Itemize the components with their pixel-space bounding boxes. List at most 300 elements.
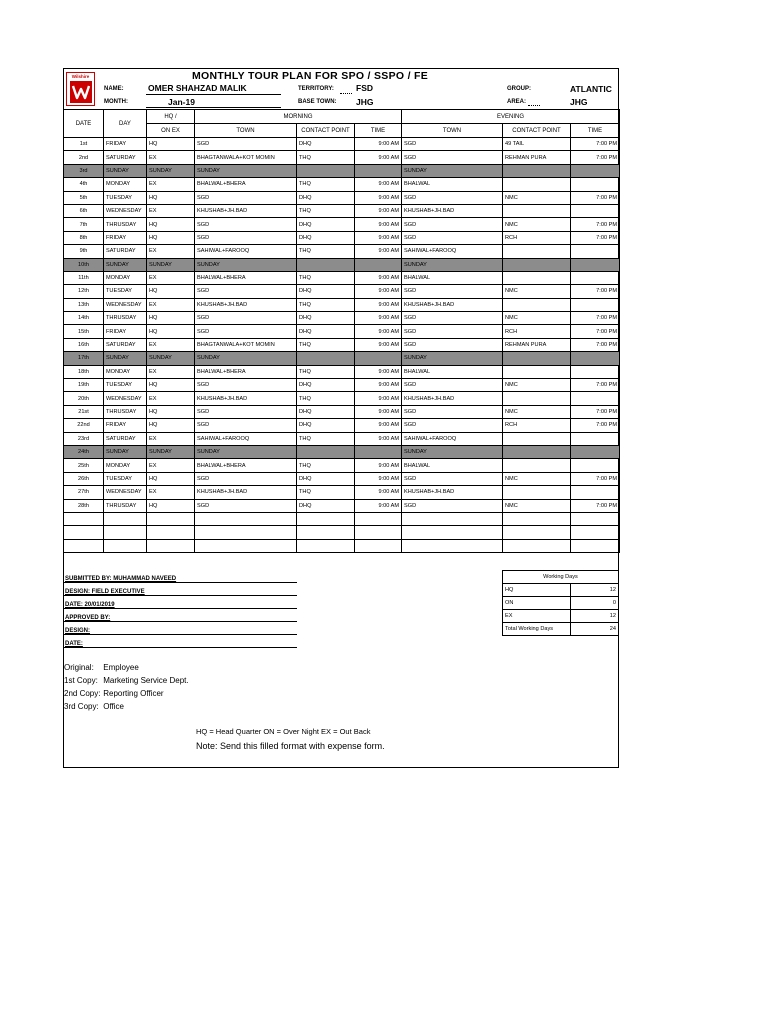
approved-by [63, 609, 297, 622]
working-days-label: ON [503, 597, 571, 610]
table-row [64, 459, 620, 472]
copy-key: 2nd Copy: [64, 689, 101, 698]
row-evening-town: SGD [402, 379, 503, 392]
row-date: 2nd [64, 151, 104, 164]
table-row [64, 178, 620, 191]
row-hq: SUNDAY [147, 164, 195, 177]
group-label: GROUP: [507, 86, 531, 92]
col-date-header: DATE [64, 110, 104, 138]
row-date: 14th [64, 312, 104, 325]
row-morning-contact: THQ [297, 392, 355, 405]
row-day: TUESDAY [104, 191, 147, 204]
row-morning-contact [297, 352, 355, 365]
row-hq: EX [147, 151, 195, 164]
row-evening-town: SUNDAY [402, 445, 503, 458]
col-morning-contact: CONTACT POINT [297, 124, 355, 138]
row-morning-town: SGD [195, 312, 297, 325]
row-morning-time: 9:00 AM [355, 365, 402, 378]
row-morning-time: 9:00 AM [355, 231, 402, 244]
row-morning-time: 9:00 AM [355, 459, 402, 472]
date-field-2 [63, 635, 297, 648]
row-morning-town: SUNDAY [195, 352, 297, 365]
row-morning-time: 9:00 AM [355, 218, 402, 231]
col-evening-time: TIME [571, 124, 620, 138]
working-days-label: EX [503, 610, 571, 623]
row-morning-town: SAHIWAL+FAROOQ [195, 245, 297, 258]
row-morning-time: 9:00 AM [355, 245, 402, 258]
row-morning-contact: THQ [297, 151, 355, 164]
row-hq: EX [147, 298, 195, 311]
row-evening-contact: NMC [503, 472, 571, 485]
approved-by-text: APPROVED BY: [65, 615, 111, 621]
date-field [63, 596, 297, 609]
row-morning-time: 9:00 AM [355, 325, 402, 338]
note-text: Note: Send this filled format with expense form. [196, 741, 385, 751]
blank-cell [195, 526, 297, 540]
table-header-row-2 [64, 124, 620, 138]
row-hq: SUNDAY [147, 352, 195, 365]
table-row [64, 164, 620, 177]
row-evening-contact: RCH [503, 231, 571, 244]
row-evening-contact: 49 TAIL [503, 138, 571, 151]
row-date: 11th [64, 271, 104, 284]
table-row [64, 245, 620, 258]
row-day: SATURDAY [104, 432, 147, 445]
territory-dots [340, 93, 352, 94]
col-hq-header-top: HQ / [147, 110, 195, 124]
row-day: FRIDAY [104, 138, 147, 151]
row-evening-contact: NMC [503, 405, 571, 418]
row-hq: HQ [147, 379, 195, 392]
design-text: DESIGN: FIELD EXECUTIVE [65, 589, 145, 595]
territory-value: FSD [356, 83, 373, 93]
row-day: TUESDAY [104, 285, 147, 298]
row-day: FRIDAY [104, 325, 147, 338]
row-evening-town: SGD [402, 419, 503, 432]
row-morning-town: SUNDAY [195, 445, 297, 458]
table-row [64, 151, 620, 164]
row-morning-town: SGD [195, 138, 297, 151]
table-row [64, 432, 620, 445]
morning-header: MORNING [195, 110, 402, 124]
row-evening-contact [503, 245, 571, 258]
row-day: THRUSDAY [104, 218, 147, 231]
design-field [63, 583, 297, 596]
row-date: 4th [64, 178, 104, 191]
table-row [64, 285, 620, 298]
row-day: SATURDAY [104, 338, 147, 351]
row-morning-contact: DHQ [297, 191, 355, 204]
blank-cell [503, 512, 571, 526]
table-row [64, 419, 620, 432]
row-morning-time: 9:00 AM [355, 298, 402, 311]
table-row [64, 379, 620, 392]
base-town-label: BASE TOWN: [298, 99, 337, 105]
table-row [64, 271, 620, 284]
row-morning-contact: DHQ [297, 231, 355, 244]
table-row [64, 472, 620, 485]
row-hq: HQ [147, 138, 195, 151]
row-day: SATURDAY [104, 245, 147, 258]
blank-cell [104, 526, 147, 540]
row-morning-contact [297, 258, 355, 271]
row-morning-time: 9:00 AM [355, 271, 402, 284]
row-morning-contact: THQ [297, 432, 355, 445]
row-day: MONDAY [104, 365, 147, 378]
row-day: TUESDAY [104, 472, 147, 485]
row-evening-time [571, 445, 620, 458]
blank-cell [402, 526, 503, 540]
row-evening-time [571, 352, 620, 365]
blank-row [64, 526, 620, 540]
row-evening-contact [503, 204, 571, 217]
row-evening-town: KHUSHAB+JH.BAD [402, 392, 503, 405]
row-morning-town: BHAGTANWALA+KOT MOMIN [195, 151, 297, 164]
row-morning-contact: DHQ [297, 379, 355, 392]
row-day: SUNDAY [104, 164, 147, 177]
row-morning-time: 9:00 AM [355, 191, 402, 204]
blank-cell [571, 512, 620, 526]
row-date: 6th [64, 204, 104, 217]
working-days-row [503, 597, 619, 610]
row-morning-time: 9:00 AM [355, 285, 402, 298]
row-evening-time: 7:00 PM [571, 231, 620, 244]
row-morning-town: BHALWAL+BHERA [195, 365, 297, 378]
row-morning-town: SGD [195, 419, 297, 432]
row-evening-contact: REHMAN PURA [503, 338, 571, 351]
copy-value: Marketing Service Dept. [103, 676, 189, 685]
blank-cell [195, 539, 297, 553]
row-date: 5th [64, 191, 104, 204]
row-morning-contact: DHQ [297, 218, 355, 231]
row-hq: EX [147, 271, 195, 284]
row-evening-time [571, 459, 620, 472]
base-town-value: JHG [356, 97, 374, 107]
legend-text: HQ = Head Quarter ON = Over Night EX = Out Back [196, 727, 371, 736]
table-header-row-1 [64, 110, 620, 124]
table-row [64, 312, 620, 325]
blank-cell [571, 526, 620, 540]
row-evening-time: 7:00 PM [571, 338, 620, 351]
row-hq: EX [147, 365, 195, 378]
row-date: 3rd [64, 164, 104, 177]
row-day: THRUSDAY [104, 499, 147, 512]
row-morning-time: 9:00 AM [355, 204, 402, 217]
row-date: 24th [64, 445, 104, 458]
row-morning-time: 9:00 AM [355, 486, 402, 499]
row-day: WEDNESDAY [104, 204, 147, 217]
row-hq: EX [147, 432, 195, 445]
row-date: 26th [64, 472, 104, 485]
row-evening-town: SGD [402, 312, 503, 325]
row-evening-contact [503, 352, 571, 365]
row-day: SATURDAY [104, 151, 147, 164]
blank-cell [355, 526, 402, 540]
row-morning-town: SGD [195, 325, 297, 338]
row-evening-time: 7:00 PM [571, 312, 620, 325]
row-evening-contact [503, 459, 571, 472]
row-morning-contact: THQ [297, 178, 355, 191]
row-hq: HQ [147, 499, 195, 512]
blank-cell [147, 526, 195, 540]
blank-cell [64, 512, 104, 526]
row-morning-town: SGD [195, 285, 297, 298]
row-date: 13th [64, 298, 104, 311]
table-row [64, 352, 620, 365]
blank-row [64, 539, 620, 553]
row-morning-contact: DHQ [297, 405, 355, 418]
row-morning-time: 9:00 AM [355, 138, 402, 151]
name-underline [146, 94, 281, 95]
row-evening-contact: RCH [503, 325, 571, 338]
working-days-row [503, 584, 619, 597]
copy-line [64, 674, 189, 687]
table-row [64, 204, 620, 217]
row-evening-town: SGD [402, 472, 503, 485]
row-date: 28th [64, 499, 104, 512]
table-row [64, 138, 620, 151]
row-date: 18th [64, 365, 104, 378]
row-morning-contact: DHQ [297, 285, 355, 298]
row-morning-town: SGD [195, 379, 297, 392]
row-evening-town: BHALWAL [402, 459, 503, 472]
blank-cell [402, 512, 503, 526]
design-field-2 [63, 622, 297, 635]
row-evening-town: SGD [402, 231, 503, 244]
row-morning-contact: THQ [297, 271, 355, 284]
date2-text: DATE: [65, 641, 83, 647]
working-days-table [502, 570, 619, 636]
blank-cell [147, 539, 195, 553]
row-morning-town: SUNDAY [195, 258, 297, 271]
row-morning-contact: DHQ [297, 499, 355, 512]
row-hq: HQ [147, 312, 195, 325]
copy-line [64, 700, 189, 713]
row-hq: HQ [147, 325, 195, 338]
row-evening-time: 7:00 PM [571, 379, 620, 392]
table-row [64, 325, 620, 338]
blank-cell [503, 526, 571, 540]
blank-cell [64, 526, 104, 540]
row-evening-time [571, 365, 620, 378]
row-morning-contact: THQ [297, 204, 355, 217]
row-hq: EX [147, 245, 195, 258]
row-evening-time: 7:00 PM [571, 325, 620, 338]
row-day: THRUSDAY [104, 405, 147, 418]
row-morning-time [355, 258, 402, 271]
table-row [64, 499, 620, 512]
row-evening-town: BHALWAL [402, 178, 503, 191]
row-evening-town: KHUSHAB+JH.BAD [402, 486, 503, 499]
blank-cell [402, 539, 503, 553]
table-row [64, 365, 620, 378]
table-row [64, 218, 620, 231]
row-morning-town: KHUSHAB+JH.BAD [195, 298, 297, 311]
row-day: TUESDAY [104, 379, 147, 392]
row-morning-contact: DHQ [297, 138, 355, 151]
row-hq: HQ [147, 218, 195, 231]
row-day: FRIDAY [104, 231, 147, 244]
row-date: 23rd [64, 432, 104, 445]
row-morning-town: SGD [195, 218, 297, 231]
row-morning-time: 9:00 AM [355, 499, 402, 512]
row-hq: HQ [147, 191, 195, 204]
row-hq: HQ [147, 405, 195, 418]
row-evening-town: SGD [402, 218, 503, 231]
col-day-header: DAY [104, 110, 147, 138]
row-morning-time: 9:00 AM [355, 472, 402, 485]
row-hq: EX [147, 459, 195, 472]
row-evening-time: 7:00 PM [571, 419, 620, 432]
table-row [64, 392, 620, 405]
row-morning-town: SGD [195, 191, 297, 204]
row-morning-contact: DHQ [297, 312, 355, 325]
blank-row [64, 512, 620, 526]
table-row [64, 191, 620, 204]
row-morning-town: SUNDAY [195, 164, 297, 177]
row-evening-time: 7:00 PM [571, 151, 620, 164]
col-hq-header-bottom: ON EX [147, 124, 195, 138]
tour-plan-table [63, 109, 620, 553]
table-row [64, 298, 620, 311]
row-evening-town: SUNDAY [402, 258, 503, 271]
row-evening-time: 7:00 PM [571, 218, 620, 231]
copy-value: Office [103, 702, 124, 711]
row-morning-time: 9:00 AM [355, 379, 402, 392]
row-evening-town: KHUSHAB+JH.BAD [402, 298, 503, 311]
area-dots [528, 105, 540, 106]
row-evening-contact [503, 432, 571, 445]
row-morning-town: KHUSHAB+JH.BAD [195, 486, 297, 499]
table-row [64, 445, 620, 458]
row-evening-contact [503, 365, 571, 378]
row-hq: EX [147, 204, 195, 217]
row-evening-town: SGD [402, 338, 503, 351]
row-morning-town: SGD [195, 472, 297, 485]
month-label: MONTH: [104, 99, 128, 105]
row-evening-time: 7:00 PM [571, 138, 620, 151]
copy-value: Reporting Officer [103, 689, 164, 698]
table-row [64, 338, 620, 351]
month-underline [146, 107, 281, 108]
submitted-by [63, 570, 297, 583]
copy-value: Employee [103, 663, 139, 672]
row-day: WEDNESDAY [104, 392, 147, 405]
col-evening-contact: CONTACT POINT [503, 124, 571, 138]
blank-cell [195, 512, 297, 526]
row-date: 1st [64, 138, 104, 151]
working-days-row [503, 623, 619, 636]
row-evening-contact: RCH [503, 419, 571, 432]
row-morning-contact: THQ [297, 459, 355, 472]
row-morning-town: KHUSHAB+JH.BAD [195, 204, 297, 217]
row-evening-contact [503, 486, 571, 499]
name-label: NAME: [104, 86, 124, 92]
row-evening-town: SGD [402, 151, 503, 164]
row-morning-town: BHALWAL+BHERA [195, 271, 297, 284]
row-morning-town: SAHIWAL+FAROOQ [195, 432, 297, 445]
row-evening-town: SGD [402, 285, 503, 298]
row-evening-town: BHALWAL [402, 365, 503, 378]
working-days-label: Total Working Days [503, 623, 571, 636]
row-evening-contact [503, 392, 571, 405]
row-evening-time [571, 298, 620, 311]
row-morning-contact: DHQ [297, 419, 355, 432]
company-logo [66, 72, 95, 106]
row-evening-contact: NMC [503, 312, 571, 325]
row-day: SUNDAY [104, 445, 147, 458]
row-day: MONDAY [104, 178, 147, 191]
col-morning-town: TOWN [195, 124, 297, 138]
row-evening-town: SGD [402, 191, 503, 204]
working-days-value: 12 [571, 584, 619, 597]
row-hq: HQ [147, 472, 195, 485]
row-evening-town: SAHIWAL+FAROOQ [402, 432, 503, 445]
row-evening-time [571, 271, 620, 284]
row-morning-contact: THQ [297, 338, 355, 351]
row-evening-contact: NMC [503, 218, 571, 231]
row-date: 27th [64, 486, 104, 499]
row-morning-time: 9:00 AM [355, 151, 402, 164]
blank-cell [297, 526, 355, 540]
row-morning-contact: DHQ [297, 472, 355, 485]
row-morning-time: 9:00 AM [355, 432, 402, 445]
col-morning-time: TIME [355, 124, 402, 138]
row-evening-town: SAHIWAL+FAROOQ [402, 245, 503, 258]
working-days-title-row [503, 571, 619, 584]
row-evening-time: 7:00 PM [571, 405, 620, 418]
row-morning-town: KHUSHAB+JH.BAD [195, 392, 297, 405]
w-logo-icon [70, 81, 92, 103]
row-day: SUNDAY [104, 258, 147, 271]
territory-label: TERRITORY: [298, 86, 334, 92]
row-evening-town: SGD [402, 499, 503, 512]
row-morning-time: 9:00 AM [355, 338, 402, 351]
row-evening-contact [503, 298, 571, 311]
blank-cell [571, 539, 620, 553]
row-evening-time [571, 164, 620, 177]
row-morning-contact: THQ [297, 365, 355, 378]
copy-key: 3rd Copy: [64, 702, 99, 711]
row-evening-contact: NMC [503, 285, 571, 298]
row-day: THRUSDAY [104, 312, 147, 325]
row-evening-time: 7:00 PM [571, 472, 620, 485]
row-hq: HQ [147, 285, 195, 298]
row-day: FRIDAY [104, 419, 147, 432]
row-date: 7th [64, 218, 104, 231]
row-evening-time [571, 258, 620, 271]
row-hq: EX [147, 486, 195, 499]
working-days-row [503, 610, 619, 623]
row-morning-contact: THQ [297, 245, 355, 258]
row-evening-time [571, 178, 620, 191]
row-morning-town: BHAGTANWALA+KOT MOMIN [195, 338, 297, 351]
row-evening-time [571, 204, 620, 217]
row-evening-contact: NMC [503, 379, 571, 392]
row-morning-time [355, 164, 402, 177]
row-evening-contact [503, 178, 571, 191]
blank-cell [355, 539, 402, 553]
row-evening-town: SGD [402, 405, 503, 418]
row-hq: EX [147, 178, 195, 191]
row-evening-contact: REHMAN PURA [503, 151, 571, 164]
logo-brand-text: Wilshire [71, 74, 90, 79]
row-date: 12th [64, 285, 104, 298]
blank-cell [297, 539, 355, 553]
copy-key: Original: [64, 663, 94, 672]
row-hq: EX [147, 338, 195, 351]
row-evening-contact: NMC [503, 191, 571, 204]
